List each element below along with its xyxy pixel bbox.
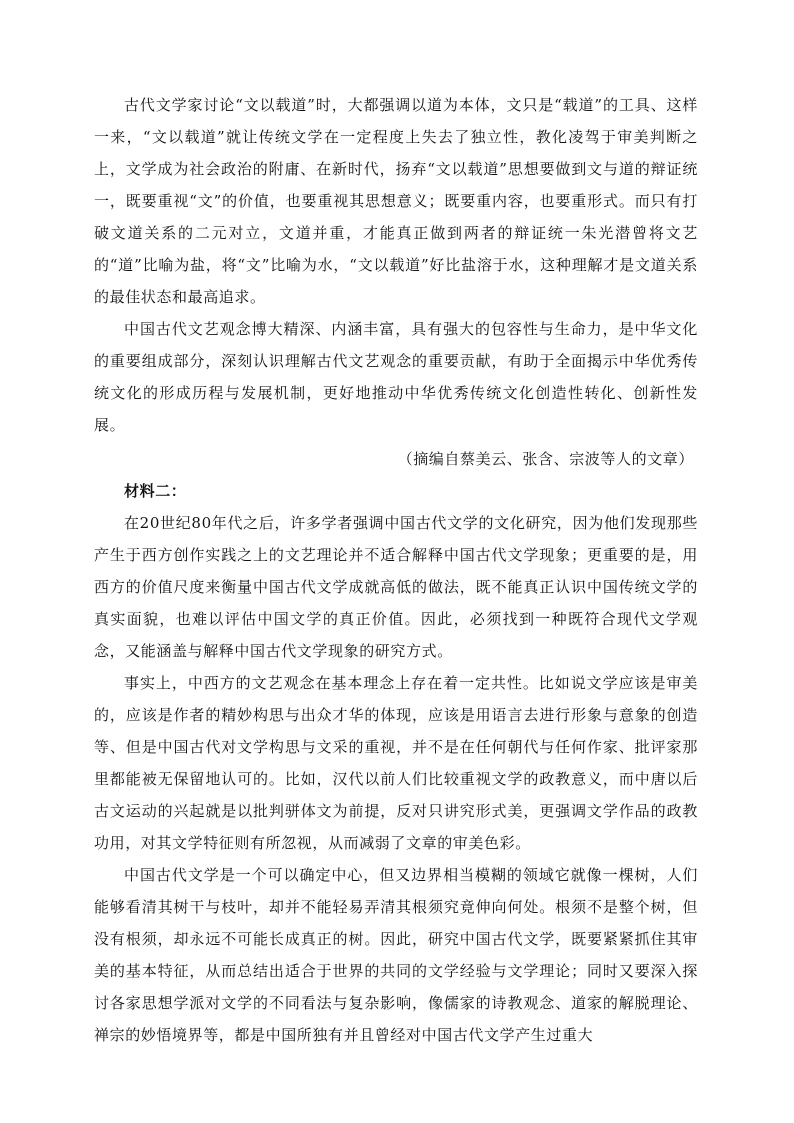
material-one-source: （摘编自蔡美云、张含、宗波等人的文章）: [397, 450, 694, 468]
document-body: [94, 89, 698, 1051]
material-one-paragraph-2: 中国古代文艺观念博大精深、内涵丰富，具有强大的包容性与生命力，是中华文化的重要组成部分，深刻认识理解古代文艺观念的重要贡献，有助于全面揭示中华优秀传统文化的形成历程与发展机制，更好地推动中华优秀传统文化创造性转化、创新性发展。: [94, 320, 698, 434]
material-two-paragraph-3: 中国古代文学是一个可以确定中心，但又边界相当模糊的领域它就像一棵树，人们能够看清其树干与枝叶，却并不能轻易弄清其根须究竟伸向何处。根须不是整个树，但没有根须，却永远不可能长成真正的树。因此，研究中国古代文学，既要紧紧抓住其审美的基本特征，从而总结出适合于世界的共同的文学经验与文学理论；同时又要深入探讨各家思想学派对文学的不同看法与复杂影响，像儒家的诗教观念、道家的解脱理论、禅宗的妙悟境界等，都是中国所独有并且曾经对中国古代文学产生过重大: [94, 866, 698, 1044]
material-one-paragraph-1: 古代文学家讨论“文以载道”时，大都强调以道为本体，文只是“载道”的工具、这样一来，“文以载道”就让传统文学在一定程度上失去了独立性，教化凌驾于审美判断之上，文学成为社会政治的附庸、在新时代，扬弃“文以载道”思想要做到文与道的辩证统一，既要重视“文”的价值，也要重视其思想意义；既要重内容，也要重形式。而只有打破文道关系的二元对立，文道并重，才能真正做到两者的辩证统一朱光潜曾将文艺的“道”比喻为盐，将“文”比喻为水，“文以载道”好比盐溶于水，这种理解才是文道关系的最佳状态和最高追求。: [94, 96, 698, 306]
material-two-paragraph-2: 事实上，中西方的文艺观念在基本理念上存在着一定共性。比如说文学应该是审美的，应该是作者的精妙构思与出众才华的体现，应该是用语言去进行形象与意象的创造等、但是中国古代对文学构思与文采的重视，并不是在任何朝代与任何作家、批评家那里都能被无保留地认可的。比如，汉代以前人们比较重视文学的政教意义，而中唐以后古文运动的兴起就是以批判骈体文为前提，反对只讲究形式美，更强调文学作品的政教功用，对其文学特征则有所忽视，从而减弱了文章的审美色彩。: [94, 674, 698, 852]
material-two-title: 材料二：: [124, 482, 187, 500]
material-two-paragraph-1: 在20世纪80年代之后，许多学者强调中国古代文学的文化研究，因为他们发现那些产生于西方创作实践之上的文艺理论并不适合解释中国古代文学现象；更重要的是，用西方的价值尺度来衡量中国古代文学成就高低的做法，既不能真正认识中国传统文学的真实面貌，也难以评估中国文学的真正价值。因此，必须找到一种既符合现代文学观念，又能涵盖与解释中国古代文学现象的研究方式。: [94, 514, 698, 660]
